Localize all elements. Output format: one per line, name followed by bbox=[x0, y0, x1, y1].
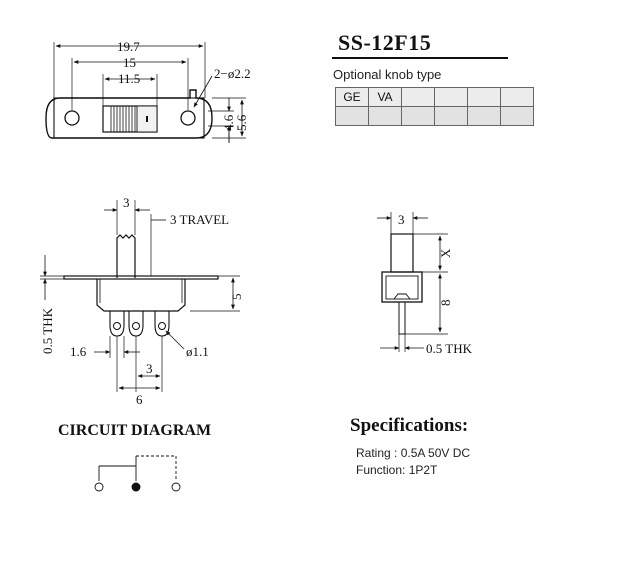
knob-cell bbox=[402, 88, 435, 107]
side-knob bbox=[391, 234, 413, 272]
knob-cell bbox=[468, 107, 501, 126]
front-plate bbox=[64, 276, 218, 279]
terminal-left bbox=[95, 483, 103, 491]
slider-grip bbox=[111, 106, 135, 132]
front-dim-pin-width-label: 1.6 bbox=[70, 344, 87, 359]
specifications-title: Specifications: bbox=[350, 415, 469, 436]
side-dim-thk-label: 0.5 THK bbox=[426, 341, 472, 356]
knob-cell bbox=[336, 107, 369, 126]
terminal-right bbox=[172, 483, 180, 491]
dim-body-label: 11.5 bbox=[118, 71, 141, 86]
front-dim-body-height-label: 5 bbox=[229, 293, 244, 300]
front-dim-knob-label: 3 bbox=[123, 195, 130, 210]
knob-type-label: Optional knob type bbox=[333, 67, 442, 82]
dim-height-outer-label: 5.6 bbox=[234, 114, 249, 131]
terminal-common bbox=[132, 483, 140, 491]
dim-height-inner-label: 4.6 bbox=[221, 114, 236, 131]
side-dim-knob-label: 3 bbox=[398, 212, 405, 227]
knob-row bbox=[336, 88, 534, 107]
dim-overall-label: 19.7 bbox=[117, 39, 140, 54]
dim-hole-dia-label: 2−ø2.2 bbox=[214, 66, 251, 81]
top-view bbox=[46, 39, 251, 143]
knob-row bbox=[336, 107, 534, 126]
knob-cell bbox=[369, 107, 402, 126]
front-dim-thk-label: 0.5 THK bbox=[40, 308, 55, 354]
knob-cell bbox=[501, 88, 534, 107]
knob-type-table bbox=[335, 87, 534, 126]
knob-cell bbox=[501, 107, 534, 126]
front-pin-left bbox=[110, 311, 124, 336]
knob-cell: VA bbox=[369, 88, 402, 107]
dim-holes-label: 15 bbox=[123, 55, 136, 70]
front-view bbox=[40, 195, 244, 407]
front-body bbox=[97, 279, 185, 311]
side-dim-x-label: X bbox=[438, 248, 453, 258]
side-view bbox=[377, 212, 473, 356]
side-dim-height-label: 8 bbox=[438, 299, 453, 306]
front-dim-pin-pitch-label: 3 bbox=[146, 361, 153, 376]
spec-rating: Rating : 0.5A 50V DC bbox=[356, 446, 471, 460]
mounting-hole-right bbox=[181, 111, 195, 125]
front-dim-pin-span-label: 6 bbox=[136, 392, 143, 407]
side-pin bbox=[399, 302, 405, 334]
mounting-hole-left bbox=[65, 111, 79, 125]
front-knob bbox=[117, 235, 135, 278]
front-pin-center bbox=[129, 311, 143, 336]
knob-cell bbox=[435, 88, 468, 107]
circuit-diagram bbox=[95, 456, 180, 491]
front-dim-pin-dia-label: ø1.1 bbox=[186, 344, 209, 359]
knob-cell bbox=[402, 107, 435, 126]
knob-cell: GE bbox=[336, 88, 369, 107]
spec-function: Function: 1P2T bbox=[356, 463, 438, 477]
title-underline bbox=[332, 57, 508, 59]
knob-cell bbox=[468, 88, 501, 107]
knob-cell bbox=[435, 107, 468, 126]
side-body bbox=[382, 272, 422, 302]
circuit-diagram-title: CIRCUIT DIAGRAM bbox=[58, 422, 212, 439]
model-title: SS-12F15 bbox=[338, 30, 432, 55]
front-travel-label: 3 TRAVEL bbox=[170, 212, 230, 227]
